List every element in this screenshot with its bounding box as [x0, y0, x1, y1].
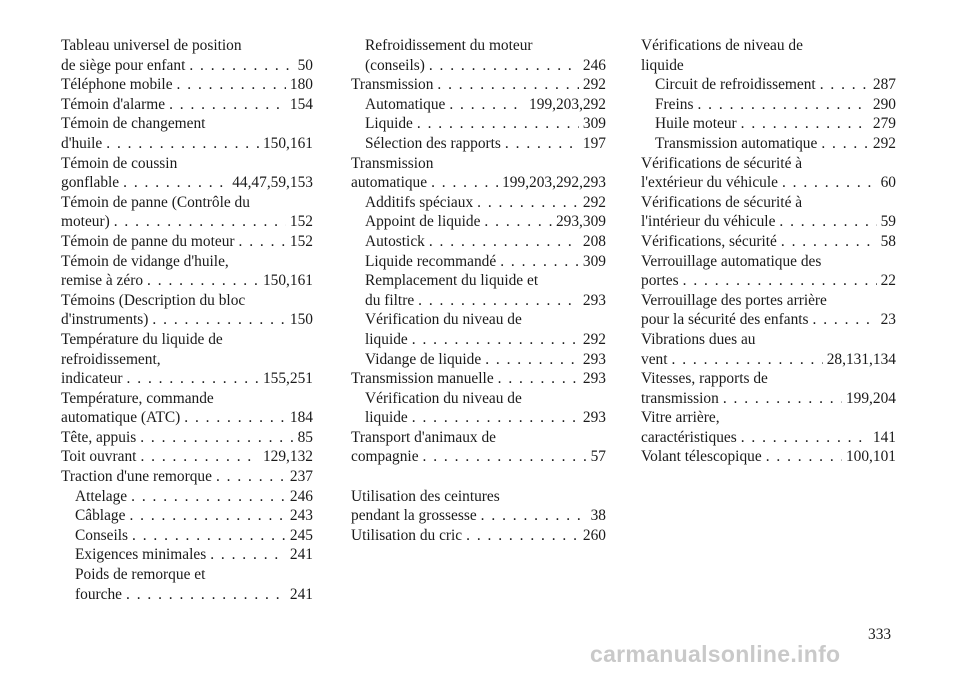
dot-leader [683, 271, 877, 291]
index-term: Circuit de refroidissement [655, 76, 816, 94]
dot-leader [114, 212, 286, 232]
index-entry [641, 428, 896, 448]
page-ref[interactable]: 241 [289, 585, 313, 603]
page-ref[interactable]: 197 [582, 134, 606, 152]
page-ref[interactable]: 237 [289, 468, 313, 486]
index-term: Câblage [75, 507, 126, 525]
page-ref[interactable]: 309 [582, 252, 606, 270]
index-term: Utilisation des ceintures [351, 487, 500, 505]
dot-leader [429, 56, 579, 76]
index-entry [641, 271, 896, 291]
index-term: vent [641, 350, 668, 368]
index-entry [61, 565, 313, 585]
dot-leader [500, 252, 579, 272]
page-ref[interactable]: 60 [880, 174, 896, 192]
index-term: Volant télescopique [641, 448, 762, 466]
index-entry [61, 252, 313, 272]
page-ref[interactable]: 155,251 [262, 370, 313, 388]
page-ref[interactable]: 208 [582, 232, 606, 250]
dot-leader [184, 408, 286, 428]
index-entry [61, 369, 313, 389]
index-entry [641, 134, 896, 154]
page-ref[interactable]: 184 [289, 409, 313, 427]
dot-leader [813, 310, 877, 330]
index-entry [61, 271, 313, 291]
index-entry [641, 330, 896, 350]
index-term: Traction d'une remorque [61, 468, 212, 486]
index-entry [351, 95, 606, 115]
page-ref[interactable]: 38 [590, 507, 606, 525]
index-entry [61, 467, 313, 487]
index-entry [351, 252, 606, 272]
index-entry [61, 585, 313, 605]
index-term: gonflable [61, 174, 120, 192]
dot-leader [723, 389, 842, 409]
dot-leader [129, 506, 285, 526]
page-ref[interactable]: 241 [289, 546, 313, 564]
page-ref[interactable]: 260 [582, 526, 606, 544]
page-ref[interactable]: 309 [582, 115, 606, 133]
index-term: pendant la grossesse [351, 507, 477, 525]
dot-leader [505, 134, 579, 154]
index-term: Liquide recommandé [365, 252, 497, 270]
index-entry [641, 310, 896, 330]
index-entry [351, 330, 606, 350]
index-term: Remplacement du liquide et [365, 272, 539, 290]
index-term: Appoint de liquide [365, 213, 481, 231]
index-entry [351, 232, 606, 252]
index-entry [641, 389, 896, 409]
index-term: indicateur [61, 370, 123, 388]
index-entry [641, 173, 896, 193]
page-ref[interactable]: 150 [289, 311, 313, 329]
index-entry [61, 114, 313, 134]
page-ref[interactable]: 44,47,59,153 [232, 174, 313, 192]
index-term: Freins [655, 95, 694, 113]
dot-leader [485, 350, 579, 370]
page-ref[interactable]: 292 [582, 193, 606, 211]
page-ref[interactable]: 287 [872, 76, 896, 94]
index-term: Huile moteur [655, 115, 737, 133]
index-entry [351, 173, 606, 193]
index-term: portes [641, 272, 679, 290]
dot-leader [132, 526, 286, 546]
index-entry [351, 467, 606, 487]
index-entry [61, 193, 313, 213]
dot-leader [412, 330, 579, 350]
index-entry [351, 487, 606, 507]
page-ref[interactable]: 199,204 [845, 389, 896, 407]
dot-leader [127, 369, 259, 389]
index-term: Température du liquide de [61, 330, 223, 348]
index-entry [351, 193, 606, 213]
page-ref[interactable]: 246 [289, 487, 313, 505]
index-entry [351, 447, 606, 467]
index-column-1 [61, 36, 313, 604]
dot-leader [177, 75, 286, 95]
index-entry [61, 212, 313, 232]
dot-leader [766, 447, 842, 467]
dot-leader [697, 95, 868, 115]
dot-leader [417, 114, 579, 134]
page-ref[interactable]: 293 [582, 409, 606, 427]
page-ref[interactable]: 22 [880, 272, 896, 290]
index-term: moteur) [61, 213, 110, 231]
dot-leader [423, 447, 587, 467]
page-number: 333 [868, 626, 892, 643]
index-term: Témoin de changement [61, 115, 206, 133]
index-entry [61, 291, 313, 311]
index-entry [641, 154, 896, 174]
index-term: Vérifications de sécurité à [641, 154, 803, 172]
index-term: Exigences minimales [75, 546, 207, 564]
index-entry [61, 389, 313, 409]
index-term: Toit ouvrant [61, 448, 137, 466]
index-entry [61, 408, 313, 428]
index-term: refroidissement, [61, 350, 161, 368]
index-entry [351, 154, 606, 174]
index-term: Attelage [75, 487, 128, 505]
dot-leader [239, 232, 286, 252]
index-entry [351, 526, 606, 546]
dot-leader [437, 75, 579, 95]
page-ref[interactable]: 150,161 [262, 134, 313, 152]
index-term: Téléphone mobile [61, 76, 173, 94]
dot-leader [781, 232, 877, 252]
dot-leader [123, 173, 228, 193]
page-ref[interactable]: 243 [289, 507, 313, 525]
index-term: Poids de remorque et [75, 566, 206, 584]
index-term: compagnie [351, 448, 419, 466]
dot-leader [216, 467, 286, 487]
dot-leader [477, 193, 579, 213]
index-entry [641, 114, 896, 134]
dot-leader [140, 447, 259, 467]
index-term: automatique [351, 174, 428, 192]
index-entry [61, 350, 313, 370]
index-term: Tableau universel de position [61, 37, 242, 54]
page-ref[interactable]: 199,203,292 [529, 95, 606, 113]
index-term: Vitesses, rapports de [641, 370, 768, 388]
index-term: de siège pour enfant [61, 56, 186, 74]
dot-leader [418, 291, 579, 311]
page-ref[interactable]: 23 [880, 311, 896, 329]
index-term: Transmission [351, 76, 434, 94]
index-term: Témoins (Description du bloc [61, 291, 246, 309]
index-entry [351, 75, 606, 95]
dot-leader [498, 369, 579, 389]
dot-leader [821, 134, 869, 154]
index-entry [351, 36, 606, 56]
index-term: Sélection des rapports [365, 134, 501, 152]
index-entry [641, 232, 896, 252]
page-ref[interactable]: 292 [582, 330, 606, 348]
page-ref[interactable]: 152 [289, 213, 313, 231]
index-entry [61, 545, 313, 565]
dot-leader [412, 408, 579, 428]
dot-leader [741, 114, 869, 134]
page-ref[interactable]: 28,131,134 [826, 350, 896, 368]
dot-leader [131, 487, 286, 507]
dot-leader [481, 506, 587, 526]
index-term: caractéristiques [641, 428, 737, 446]
index-term: Conseils [75, 526, 129, 544]
index-term: Température, commande [61, 389, 214, 407]
index-term: d'huile [61, 134, 103, 152]
page-ref[interactable]: 129,132 [262, 448, 313, 466]
page-ref[interactable]: 141 [872, 428, 896, 446]
index-term: pour la sécurité des enfants [641, 311, 809, 329]
index-entry [61, 95, 313, 115]
dot-leader [169, 95, 286, 115]
index-entry [351, 114, 606, 134]
dot-leader [210, 545, 286, 565]
index-term: remise à zéro [61, 272, 144, 290]
index-entry [61, 447, 313, 467]
page-ref[interactable]: 152 [289, 232, 313, 250]
index-term: d'instruments) [61, 311, 149, 329]
index-term: Verrouillage des portes arrière [641, 291, 827, 309]
index-entry [61, 134, 313, 154]
index-entry [61, 330, 313, 350]
page-ref[interactable]: 245 [289, 526, 313, 544]
watermark: carmanualsonline.info [590, 641, 841, 667]
index-term: Vérifications de niveau de [641, 37, 803, 54]
index-term: Utilisation du cric [351, 526, 463, 544]
index-term: Automatique [365, 95, 446, 113]
index-term: liquide [365, 409, 408, 427]
dot-leader [189, 56, 293, 76]
index-term: automatique (ATC) [61, 409, 181, 427]
dot-leader [106, 134, 259, 154]
index-entry [61, 75, 313, 95]
index-entry [61, 173, 313, 193]
page-ref[interactable]: 292 [582, 76, 606, 94]
index-term: du filtre [365, 291, 415, 309]
dot-leader [449, 95, 525, 115]
page-ref[interactable]: 50 [297, 56, 313, 74]
page-ref[interactable]: 293 [582, 370, 606, 388]
index-entry [61, 310, 313, 330]
index-column-3 [641, 36, 896, 467]
index-term: Transmission manuelle [351, 370, 494, 388]
index-entry [641, 350, 896, 370]
dot-leader [466, 526, 579, 546]
index-entry [641, 193, 896, 213]
index-term: Transport d'animaux de [351, 428, 496, 446]
dot-leader [431, 173, 498, 193]
index-entry [351, 369, 606, 389]
index-term: l'extérieur du véhicule [641, 174, 778, 192]
index-entry [351, 408, 606, 428]
index-term: Témoin de coussin [61, 154, 178, 172]
dot-leader [484, 212, 552, 232]
page-ref[interactable]: 180 [289, 76, 313, 94]
index-entry [351, 389, 606, 409]
index-term: Refroidissement du moteur [365, 37, 533, 54]
index-term: Verrouillage automatique des [641, 252, 822, 270]
index-term: liquide [641, 56, 684, 74]
index-entry [641, 95, 896, 115]
index-term: Témoin de panne (Contrôle du [61, 193, 250, 211]
dot-leader [672, 350, 823, 370]
index-entry [641, 56, 896, 76]
page-ref[interactable]: 100,101 [845, 448, 896, 466]
index-term: Transmission [351, 154, 434, 172]
index-entry [641, 291, 896, 311]
index-entry [641, 369, 896, 389]
index-entry [351, 310, 606, 330]
index-entry [61, 154, 313, 174]
index-term: liquide [365, 330, 408, 348]
index-column-2 [351, 36, 606, 545]
page-ref[interactable]: 199,203,292,293 [502, 174, 606, 192]
index-term: Autostick [365, 232, 425, 250]
index-term: fourche [75, 585, 122, 603]
index-term: Vérifications, sécurité [641, 232, 777, 250]
dot-leader [126, 585, 286, 605]
dot-leader [741, 428, 869, 448]
page-ref[interactable]: 293 [582, 291, 606, 309]
index-term: Vérification du niveau de [365, 389, 522, 407]
page-ref[interactable]: 150,161 [262, 272, 313, 290]
index-entry [641, 447, 896, 467]
index-term: Témoin de vidange d'huile, [61, 252, 229, 270]
index-term: l'intérieur du véhicule [641, 213, 776, 231]
index-term: Vérifications de sécurité à [641, 193, 803, 211]
page-ref[interactable]: 58 [880, 232, 896, 250]
index-entry [61, 232, 313, 252]
dot-leader [782, 173, 877, 193]
index-term: Témoin d'alarme [61, 95, 166, 113]
dot-leader [140, 428, 293, 448]
index-entry [641, 408, 896, 428]
dot-leader [429, 232, 579, 252]
dot-leader [147, 271, 259, 291]
index-entry [351, 56, 606, 76]
index-term: Vibrations dues au [641, 330, 756, 348]
index-entry [641, 252, 896, 272]
dot-leader [820, 75, 869, 95]
index-term: Additifs spéciaux [365, 193, 474, 211]
index-entry [641, 212, 896, 232]
index-entry [351, 506, 606, 526]
index-term: (conseils) [365, 56, 425, 74]
page-ref[interactable]: 154 [289, 95, 313, 113]
index-entry [61, 526, 313, 546]
dot-leader [152, 310, 285, 330]
page-ref[interactable]: 293 [582, 350, 606, 368]
index-entry [351, 212, 606, 232]
page-ref[interactable]: 246 [582, 56, 606, 74]
index-term: Transmission automatique [655, 134, 818, 152]
index-entry [61, 428, 313, 448]
page-ref[interactable]: 85 [297, 428, 313, 446]
index-term: Tête, appuis [61, 428, 137, 446]
page-ref[interactable]: 59 [880, 213, 896, 231]
index-term: Liquide [365, 115, 413, 133]
page-ref[interactable]: 293,309 [555, 213, 606, 231]
index-term: Vitre arrière, [641, 409, 720, 427]
index-entry [61, 487, 313, 507]
index-entry [351, 134, 606, 154]
page-ref[interactable]: 290 [872, 95, 896, 113]
page-ref[interactable]: 279 [872, 115, 896, 133]
index-entry [351, 291, 606, 311]
page-ref[interactable]: 292 [872, 134, 896, 152]
index-term: Témoin de panne du moteur [61, 232, 235, 250]
index-entry [641, 75, 896, 95]
page-ref[interactable]: 57 [590, 448, 606, 466]
index-entry [61, 36, 313, 56]
index-entry [351, 271, 606, 291]
dot-leader [779, 212, 876, 232]
index-entry [351, 350, 606, 370]
index-entry [641, 36, 896, 56]
index-entry [61, 56, 313, 76]
index-term: Vidange de liquide [365, 350, 482, 368]
index-term: Vérification du niveau de [365, 311, 522, 329]
index-entry [61, 506, 313, 526]
index-term: transmission [641, 389, 719, 407]
index-entry [351, 428, 606, 448]
